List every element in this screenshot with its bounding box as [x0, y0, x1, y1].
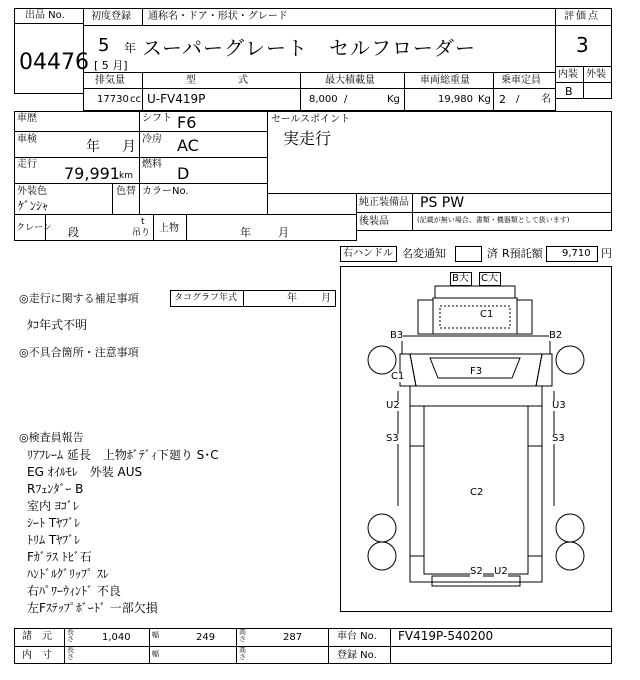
lot-no: 04476	[19, 50, 89, 75]
sales-point-label: セールスポイント	[271, 114, 351, 125]
color-change-label: 色替	[116, 186, 136, 197]
crane-hoist: 吊り	[132, 228, 151, 238]
exterior-score-label: 外装	[586, 69, 606, 80]
running-note: ﾀｺ年式不明	[27, 318, 88, 332]
damage-mark-b3: B3	[390, 330, 404, 341]
dims-label: 諸 元	[22, 631, 52, 642]
upper-label: 上物	[159, 223, 179, 234]
interior-height-label: 高さ	[239, 646, 246, 661]
model-label: 型 式	[186, 75, 251, 86]
damage-mark-s3-right: S3	[552, 433, 565, 444]
year-unit: 年	[124, 41, 137, 55]
car-name: スーパーグレート セルフローダー	[142, 36, 476, 60]
doc-notice-label: 名変通知	[402, 247, 446, 260]
options-value: PS PW	[420, 195, 465, 211]
recycle-unit: 円	[601, 247, 612, 260]
first-reg-label: 初度登録	[91, 11, 131, 22]
height-label: 高さ	[239, 628, 246, 643]
chassis-value: FV419P-540200	[398, 629, 494, 643]
displacement-label: 排気量	[95, 75, 125, 86]
mileage-value: 79,991	[64, 164, 120, 183]
crane-stage: 段	[68, 226, 79, 239]
defects-label: ◎不具合箇所・注意事項	[19, 346, 139, 359]
retrofit-note: (記載が無い場合、書類・機器類として扱います)	[417, 216, 570, 224]
report-line: Fｶﾞﾗｽ ﾄﾋﾞ石	[27, 550, 92, 564]
length-value: 1,040	[102, 632, 131, 643]
displacement-unit: cc	[130, 94, 141, 105]
capacity: 2	[499, 93, 506, 106]
damage-mark-s3-left: S3	[386, 433, 399, 444]
capacity-label: 乗車定員	[501, 75, 541, 86]
truck-diagram	[340, 266, 612, 612]
fuel-value: D	[177, 164, 190, 183]
shift-label: シフト	[142, 113, 172, 124]
gross-weight-unit: Kg	[478, 94, 491, 105]
fuel-label: 燃料	[142, 159, 162, 170]
inspector-report-label: ◎検査員報告	[19, 431, 84, 444]
damage-mark-c1-cab: C1	[480, 309, 494, 320]
tacho-month: 月	[321, 293, 331, 304]
score-label: 評価点	[564, 11, 600, 22]
report-line: EG ｵｲﾙﾓﾚ 外装 AUS	[27, 465, 143, 479]
ext-color-label: 外装色	[17, 186, 47, 197]
inspection-month: 月	[122, 139, 136, 155]
report-lines	[27, 447, 337, 617]
crane-ton: t	[141, 217, 145, 227]
damage-mark-c2: C2	[470, 487, 484, 498]
width-label: 幅	[152, 631, 159, 639]
ext-color: ｹﾞﾝｼｬ	[18, 199, 49, 213]
details-left	[14, 111, 268, 215]
width-value: 249	[196, 632, 216, 643]
mileage-unit: km	[119, 171, 133, 181]
report-line: 室内 ﾖｺﾞﾚ	[27, 499, 79, 513]
tax-paid-label: 済	[487, 247, 498, 260]
interior-score-label: 内装	[558, 69, 578, 80]
tacho-label: タコグラフ年式	[174, 293, 238, 303]
ac-value: AC	[177, 136, 199, 155]
max-load-label: 最大積載量	[325, 75, 375, 86]
registration-label: 登録 No.	[337, 650, 377, 661]
handle-value: 右ハンドル	[343, 248, 393, 259]
year-value: 5	[98, 35, 110, 56]
interior-score: B	[565, 85, 573, 98]
capacity-unit: 名	[541, 94, 551, 105]
gross-weight-label: 車両総重量	[420, 75, 470, 86]
options-label: 純正装備品	[359, 197, 409, 208]
length-label: 長さ	[67, 628, 74, 643]
report-line: ﾘｱﾌﾚｰﾑ 延長 上物ﾎﾞﾃﾞｨ下廻り S･C	[27, 448, 219, 462]
recycle-label: R預託額	[502, 247, 543, 260]
color-code-label: カラーNo.	[142, 186, 189, 197]
report-line: 左Fｽﾃｯﾌﾟﾎﾞｰﾄﾞ 一部欠損	[27, 601, 158, 615]
height-value: 287	[283, 632, 303, 643]
c-big-label: C大	[481, 273, 498, 284]
tacho-year: 年	[287, 293, 297, 304]
ac-label: 冷房	[142, 134, 162, 145]
damage-mark-u2-rear: U2	[494, 566, 508, 577]
score-value: 3	[576, 33, 589, 57]
interior-length-label: 長さ	[67, 646, 74, 661]
shift-value: F6	[177, 113, 197, 132]
chassis-label: 車台 No.	[337, 631, 377, 642]
mileage-label: 走行	[17, 159, 37, 170]
inspection-label: 車検	[17, 134, 37, 145]
upper-month: 月	[278, 226, 289, 239]
report-line: Rﾌｪﾝﾀﾞｰ B	[27, 482, 84, 496]
displacement: 17730	[97, 94, 129, 105]
history-label: 車歴	[17, 113, 37, 124]
max-load-unit: Kg	[387, 94, 400, 105]
running-notes-label: ◎走行に関する補足事項	[19, 292, 139, 305]
capacity-sep: /	[516, 94, 520, 105]
sales-point: 実走行	[283, 129, 332, 148]
interior-width-label: 幅	[152, 650, 159, 658]
max-load: 8,000	[309, 94, 338, 105]
damage-mark-c1-left: C1	[391, 371, 405, 382]
model-value: U-FV419P	[147, 92, 206, 106]
damage-mark-u3: U3	[552, 400, 566, 411]
max-load-sep: /	[344, 94, 348, 105]
doc-notice-box	[455, 246, 482, 262]
lot-no-label: 出品 No.	[25, 10, 65, 21]
retrofit-label: 後装品	[359, 216, 389, 227]
crane-label: クレーン	[16, 223, 52, 233]
damage-mark-f3: F3	[470, 366, 483, 377]
damage-mark-u2-left: U2	[386, 400, 400, 411]
report-line: ﾊﾝﾄﾞﾙｸﾞﾘｯﾌﾟ ｽﾚ	[27, 567, 109, 581]
report-line: ﾄﾘﾑ Tﾔﾌﾞﾚ	[27, 533, 81, 547]
damage-mark-s2: S2	[470, 566, 483, 577]
month-bracket: [ 5 月]	[94, 59, 128, 72]
report-line: 右ﾊﾟﾜｰｳｨﾝﾄﾞ 不良	[27, 584, 121, 598]
recycle-value: 9,710	[562, 248, 591, 259]
inspection-year: 年	[86, 139, 100, 155]
damage-mark-b2: B2	[549, 330, 563, 341]
b-big-label: B大	[452, 273, 469, 284]
gross-weight: 19,980	[438, 94, 473, 105]
name-label: 通称名・ドア・形状・グレード	[148, 11, 288, 22]
interior-dims-label: 内 寸	[22, 650, 52, 661]
report-line: ｼｰﾄ Tﾔﾌﾞﾚ	[27, 516, 81, 530]
upper-year: 年	[240, 226, 251, 239]
